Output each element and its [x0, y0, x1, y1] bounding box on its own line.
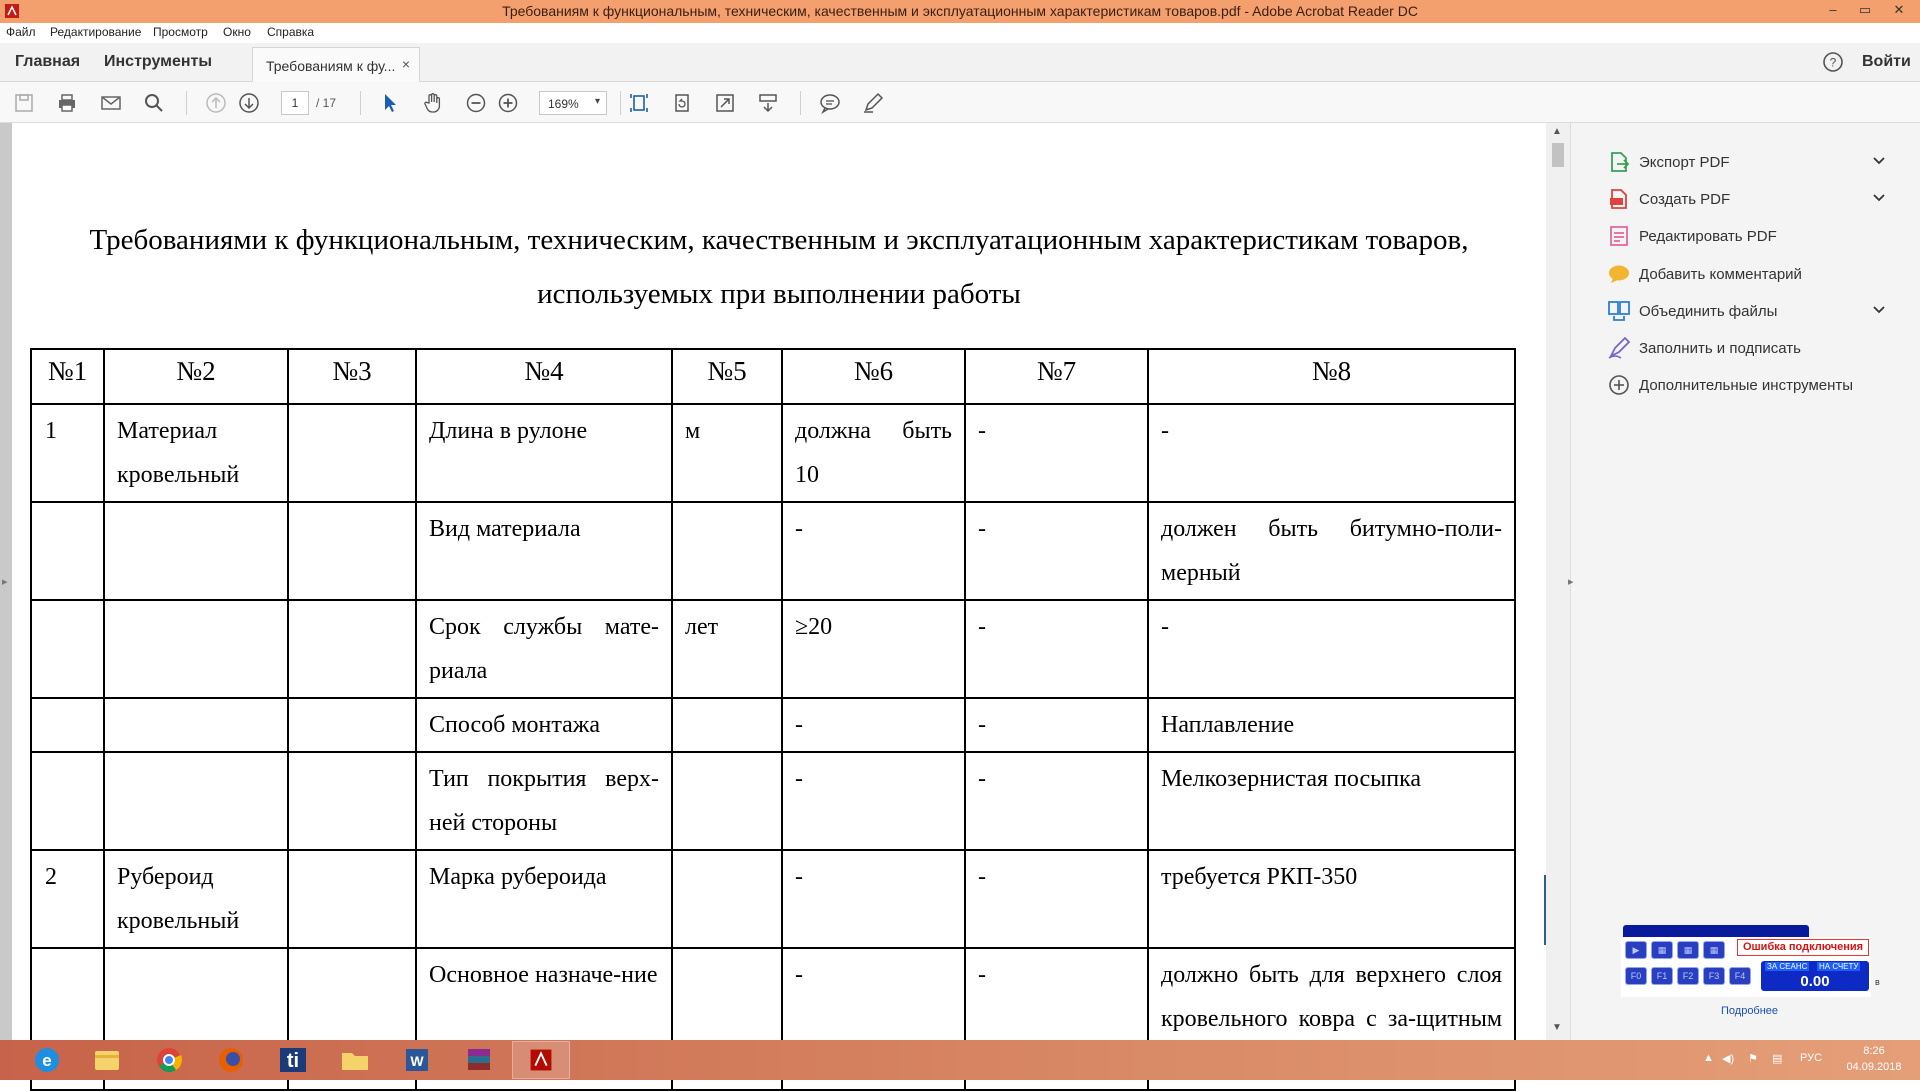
- ti-app-icon[interactable]: [264, 1041, 322, 1079]
- email-icon[interactable]: [99, 91, 123, 115]
- save-icon[interactable]: [12, 91, 36, 115]
- table-row: [31, 752, 1515, 850]
- table-cell: Мелкозернистая посыпка: [1148, 752, 1515, 850]
- volume-icon[interactable]: ◀): [1722, 1053, 1735, 1065]
- table-cell: Наплавление: [1148, 698, 1515, 752]
- column-header: №6: [782, 349, 965, 404]
- explorer-icon[interactable]: [78, 1041, 136, 1079]
- svg-text:W: W: [410, 1053, 424, 1069]
- session-label: ЗА СЕАНС: [1767, 962, 1808, 971]
- table-cell: [104, 698, 288, 752]
- chevron-down-icon[interactable]: [1871, 152, 1887, 168]
- left-panel-toggle-icon[interactable]: ▸: [2, 576, 8, 588]
- prev-page-icon[interactable]: [204, 91, 228, 115]
- flag-icon[interactable]: ⚑: [1748, 1053, 1758, 1065]
- table-cell: [672, 502, 782, 600]
- table-cell: [288, 502, 416, 600]
- zoom-select[interactable]: [539, 91, 607, 115]
- scroll-down-icon[interactable]: ▼: [1552, 1022, 1562, 1033]
- table-cell: -: [965, 502, 1148, 600]
- tool-create-pdf[interactable]: [1607, 185, 1907, 215]
- scroll-mode-icon[interactable]: [756, 91, 780, 115]
- document-heading: [12, 213, 1546, 321]
- tool-add-comment[interactable]: [1607, 260, 1907, 290]
- export-pdf-icon: [1607, 150, 1631, 174]
- spec-table: [30, 348, 1516, 1091]
- tool-label: Редактировать PDF: [1639, 228, 1777, 245]
- acrobat-icon[interactable]: [512, 1041, 570, 1079]
- tool-label: Экспорт PDF: [1639, 154, 1730, 171]
- help-icon[interactable]: [1822, 51, 1844, 73]
- tool-label: Создать PDF: [1639, 191, 1731, 208]
- table-cell: -: [782, 850, 965, 948]
- widget-f3-button[interactable]: F3: [1703, 967, 1725, 985]
- table-cell: Тип покрытия верх-ней стороны: [416, 752, 672, 850]
- ie-icon[interactable]: [18, 1041, 76, 1079]
- zoom-value: 169%: [548, 97, 579, 111]
- restore-button[interactable]: ▭: [1858, 2, 1872, 17]
- language-indicator[interactable]: РУС: [1800, 1052, 1823, 1064]
- more-link[interactable]: Подробнее: [1721, 1005, 1779, 1017]
- table-row: [31, 698, 1515, 752]
- hand-tool-icon[interactable]: [421, 91, 445, 115]
- svg-text:ti: ti: [286, 1050, 300, 1072]
- table-cell: Материал кровельный: [104, 404, 288, 502]
- table-row: [31, 850, 1515, 948]
- table-cell: 1: [31, 404, 104, 502]
- table-cell: требуется РКП-350: [1148, 850, 1515, 948]
- table-cell: ≥20: [782, 600, 965, 698]
- comment-icon[interactable]: [818, 91, 842, 115]
- document-tab-label: Требованиям к фу...: [266, 58, 396, 74]
- nav-row: [0, 43, 1920, 82]
- widget-f0-button[interactable]: F0: [1625, 967, 1647, 985]
- widget-f4-button[interactable]: F4: [1729, 967, 1751, 985]
- select-cursor-icon[interactable]: [378, 91, 402, 115]
- fill-sign-icon: [1607, 336, 1631, 360]
- column-header: №4: [416, 349, 672, 404]
- create-pdf-icon: [1607, 187, 1631, 211]
- table-cell: Вид материала: [416, 502, 672, 600]
- balance-display: [1761, 961, 1869, 991]
- table-cell: [288, 850, 416, 948]
- chevron-down-icon[interactable]: [1871, 189, 1887, 205]
- table-cell: -: [965, 752, 1148, 850]
- column-header: №2: [104, 349, 288, 404]
- table-cell: -: [965, 404, 1148, 502]
- widget-f1-button[interactable]: F1: [1651, 967, 1673, 985]
- widget-body: [1621, 937, 1880, 997]
- column-header: №8: [1148, 349, 1515, 404]
- connection-error-badge: Ошибка подключения: [1737, 939, 1869, 956]
- tool-label: Объединить файлы: [1639, 303, 1778, 320]
- taskbar: [0, 1040, 1920, 1080]
- table-cell: [288, 600, 416, 698]
- table-cell: Рубероид кровельный: [104, 850, 288, 948]
- table-cell: -: [965, 600, 1148, 698]
- table-cell: -: [782, 752, 965, 850]
- document-viewport[interactable]: [0, 123, 1570, 1040]
- table-cell: Способ монтажа: [416, 698, 672, 752]
- column-header: №3: [288, 349, 416, 404]
- edit-pdf-icon: [1607, 224, 1631, 248]
- table-cell: -: [965, 698, 1148, 752]
- tool-combine-files[interactable]: [1607, 297, 1907, 327]
- table-cell: [31, 600, 104, 698]
- toolbar-separator: [620, 91, 621, 115]
- print-icon[interactable]: [55, 91, 79, 115]
- combine-files-icon: [1607, 299, 1631, 323]
- menu-bar: [0, 23, 1920, 43]
- toolbar: [0, 82, 1920, 123]
- table-cell: должно быть для верхнего слоя кровельного ковра с за-щитным: [1148, 948, 1515, 1090]
- toolbar-separator: [360, 91, 361, 115]
- connection-widget: [1621, 925, 1880, 997]
- toolbar-separator: [186, 91, 187, 115]
- signin-button[interactable]: Войти: [1862, 53, 1911, 70]
- rotate-icon[interactable]: [670, 91, 694, 115]
- balance-amount: 0.00: [1800, 973, 1830, 990]
- full-screen-icon[interactable]: [713, 91, 737, 115]
- menu-help[interactable]: Справка: [267, 25, 315, 39]
- menu-edit[interactable]: Редактирование: [50, 25, 142, 39]
- scrollbar-thumb[interactable]: [1552, 143, 1564, 167]
- column-header: №7: [965, 349, 1148, 404]
- title-bar: [0, 0, 1920, 23]
- tool-fill-sign[interactable]: [1607, 334, 1907, 364]
- widget-f2-button[interactable]: F2: [1677, 967, 1699, 985]
- table-row: [31, 600, 1515, 698]
- folder-icon[interactable]: [326, 1041, 384, 1079]
- right-panel-toggle-icon[interactable]: ▸: [1568, 576, 1574, 588]
- table-cell: [288, 698, 416, 752]
- tool-more-tools[interactable]: [1607, 371, 1907, 401]
- table-cell: [31, 752, 104, 850]
- tool-label: Заполнить и подписать: [1639, 340, 1801, 357]
- table-cell: -: [782, 698, 965, 752]
- menu-view[interactable]: Просмотр: [153, 25, 208, 39]
- menu-file[interactable]: Файл: [6, 25, 36, 39]
- widget-button[interactable]: ▦: [1703, 941, 1725, 959]
- tool-edit-pdf[interactable]: [1607, 222, 1907, 252]
- table-cell: -: [782, 502, 965, 600]
- heading-line-2: используемых при выполнении работы: [537, 278, 1021, 310]
- tool-export-pdf[interactable]: [1607, 148, 1907, 178]
- more-tools-icon: [1607, 373, 1631, 397]
- account-label: НА СЧЕТУ: [1819, 962, 1859, 971]
- table-cell: -: [965, 948, 1148, 1090]
- widget-button[interactable]: ▦: [1677, 941, 1699, 959]
- widget-play-button[interactable]: ▶: [1625, 941, 1647, 959]
- column-header: №1: [31, 349, 104, 404]
- widget-button[interactable]: ▦: [1651, 941, 1673, 959]
- zoom-out-icon[interactable]: [464, 91, 488, 115]
- tray-expand-icon[interactable]: ▲: [1703, 1052, 1714, 1064]
- fit-page-icon[interactable]: [627, 91, 651, 115]
- table-cell: [288, 752, 416, 850]
- firefox-icon[interactable]: [202, 1041, 260, 1079]
- table-cell: [672, 752, 782, 850]
- table-cell: -: [965, 850, 1148, 948]
- table-cell: [104, 600, 288, 698]
- table-cell: 2: [31, 850, 104, 948]
- table-cell: [31, 698, 104, 752]
- table-cell: -: [1148, 600, 1515, 698]
- next-page-icon[interactable]: [237, 91, 261, 115]
- clock-date: 04.09.2018: [1846, 1061, 1902, 1073]
- table-cell: -: [782, 948, 965, 1090]
- table-cell: должна быть 10: [782, 404, 965, 502]
- tool-label: Добавить комментарий: [1639, 266, 1802, 283]
- clock-time: 8:26: [1863, 1045, 1885, 1057]
- chrome-icon[interactable]: [140, 1041, 198, 1079]
- pen-icon[interactable]: [861, 91, 885, 115]
- scroll-up-icon[interactable]: ▲: [1552, 126, 1562, 137]
- chevron-down-icon[interactable]: [1871, 301, 1887, 317]
- page-number-input[interactable]: 1: [281, 91, 309, 115]
- close-window-button[interactable]: ✕: [1893, 2, 1905, 17]
- table-cell: [104, 502, 288, 600]
- widget-suffix: в: [1875, 977, 1880, 987]
- table-cell: -: [1148, 404, 1515, 502]
- table-cell: Длина в рулоне: [416, 404, 672, 502]
- table-cell: должен быть битумно-поли-мерный: [1148, 502, 1515, 600]
- table-cell: [31, 502, 104, 600]
- page-total: / 17: [316, 96, 337, 110]
- table-cell: Срок службы мате-риала: [416, 600, 672, 698]
- heading-line-1: Требованиями к функциональным, техническим, качественным и эксплуатационным характеристикам товаров,: [89, 224, 1469, 256]
- menu-window[interactable]: Окно: [223, 25, 251, 39]
- network-icon[interactable]: ▤: [1772, 1053, 1783, 1065]
- window-title: Требованиям к функциональным, техническим, качественным и эксплуатационным характеристикам товаров.pdf - Adobe Acrobat Reader DC: [502, 3, 1418, 19]
- table-cell: Основное назначе-ние: [416, 948, 672, 1090]
- toolbar-separator: [800, 91, 801, 115]
- svg-text:e: e: [42, 1051, 52, 1070]
- table-header-row: [31, 349, 1515, 404]
- zoom-in-icon[interactable]: [496, 91, 520, 115]
- comment-icon: [1607, 262, 1631, 286]
- help-glyph: ?: [1829, 55, 1837, 70]
- pdf-page: [12, 123, 1546, 1040]
- table-cell: [672, 850, 782, 948]
- winrar-icon[interactable]: [450, 1041, 508, 1079]
- search-icon[interactable]: [142, 91, 166, 115]
- minimize-button[interactable]: –: [1829, 2, 1837, 17]
- table-cell: [288, 404, 416, 502]
- chevron-down-icon: ▾: [594, 96, 600, 107]
- clock[interactable]: [1838, 1043, 1910, 1075]
- tools-panel: [1570, 123, 1920, 1040]
- table-cell: м: [672, 404, 782, 502]
- tool-label: Дополнительные инструменты: [1639, 377, 1854, 394]
- table-cell: лет: [672, 600, 782, 698]
- table-cell: [104, 752, 288, 850]
- table-row: [31, 404, 1515, 502]
- tab-tools[interactable]: Инструменты: [104, 53, 213, 70]
- close-tab-icon[interactable]: ×: [401, 56, 410, 72]
- column-header: №5: [672, 349, 782, 404]
- tab-home[interactable]: Главная: [15, 53, 81, 70]
- table-cell: Марка рубероида: [416, 850, 672, 948]
- tab-document[interactable]: [252, 47, 420, 82]
- table-cell: [672, 698, 782, 752]
- vertical-scrollbar[interactable]: [1546, 123, 1570, 1040]
- word-icon[interactable]: [388, 1041, 446, 1079]
- table-row: [31, 502, 1515, 600]
